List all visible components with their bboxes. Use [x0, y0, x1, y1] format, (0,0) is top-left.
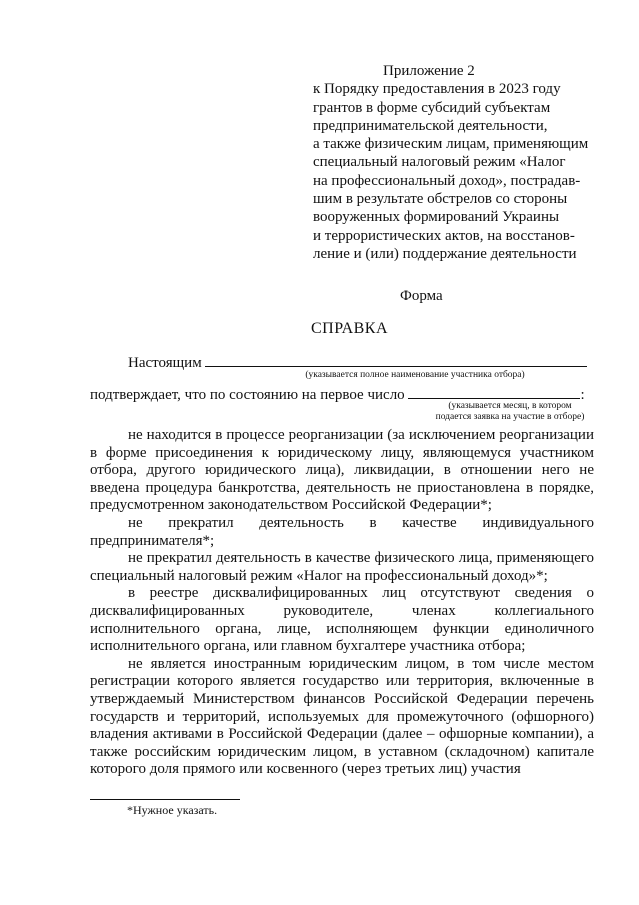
- hint-participant-name: (указывается полное наименование участника отбора): [305, 370, 525, 380]
- intro-line-1: [128, 352, 587, 372]
- hereby-text: Настоящим: [128, 355, 202, 371]
- hint-month-1: (указывается месяц, в котором: [448, 401, 572, 411]
- paragraph-reorganization: не находится в процессе реорганизации (за исключением реорганизации в форме присоединения к юридическому лицу, являющемуся участником отбора, другого юридического лица), ликвидации, в отношении него не введена процедура банкротства, деятельность не приостановлена в порядке, предусмотренном законодательством Российской Федерации*;: [90, 427, 594, 514]
- hint-month-2: подается заявка на участие в отборе): [435, 412, 585, 422]
- footnote: *Нужное указать.: [127, 803, 218, 817]
- month-field[interactable]: [408, 384, 580, 399]
- colon-text: :: [580, 387, 585, 403]
- document-title: СПРАВКА: [310, 320, 389, 337]
- confirms-text: подтверждает, что по состоянию на первое число: [90, 387, 405, 403]
- annex-line: а также физическим лицам, применяющим: [313, 136, 589, 153]
- annex-line: ление и (или) поддержание деятельности: [313, 245, 577, 262]
- paragraph-entrepreneur: не прекратил деятельность в качестве индивидуального предпринимателя*;: [90, 514, 594, 549]
- participant-name-field[interactable]: [205, 352, 587, 367]
- paragraph-self-employed: не прекратил деятельность в качестве физического лица, применяющего специальный налоговый режим «Налог на профессиональный доход»*;: [90, 550, 594, 584]
- paragraph-disqualified: в реестре дисквалифицированных лиц отсутствуют сведения о дисквалифицированных руководителе, членах коллегиального исполнительного органа, лице, исполняющем функции единоличного исполнительного органа, или главном бухгалтере участника отбора;: [90, 585, 594, 655]
- annex-block: [313, 62, 613, 263]
- footnote-separator: [90, 799, 240, 800]
- annex-line: на профессиональный доход», пострадав-: [313, 172, 581, 189]
- annex-line: к Порядку предоставления в 2023 году: [313, 81, 561, 98]
- paragraph-offshore: не является иностранным юридическим лицом, в том числе местом регистрации которого является государство или территория, включенные в утверждаемый Министерством финансов Российской Федерации перечень государств и территорий, используемых для промежуточного (офшорного) владения активами в Российской Федерации (далее – офшорные компании), а также российским юридическим лицом, в уставном (складочном) капитале которого доля прямого или косвенного (через третьих лиц) участия: [90, 655, 594, 778]
- form-label: Форма: [400, 288, 443, 304]
- annex-heading: Приложение 2: [383, 63, 475, 79]
- annex-line: и террористических актов, на восстанов-: [313, 227, 575, 244]
- body-paragraphs: [90, 427, 594, 779]
- annex-line: специальный налоговый режим «Налог: [313, 154, 566, 171]
- annex-line: шим в результате обстрелов со стороны: [313, 191, 568, 208]
- annex-line: вооруженных формирований Украины: [313, 209, 560, 226]
- annex-line: предпринимательской деятельности,: [313, 117, 548, 134]
- annex-line: грантов в форме субсидий субъектам: [313, 99, 551, 116]
